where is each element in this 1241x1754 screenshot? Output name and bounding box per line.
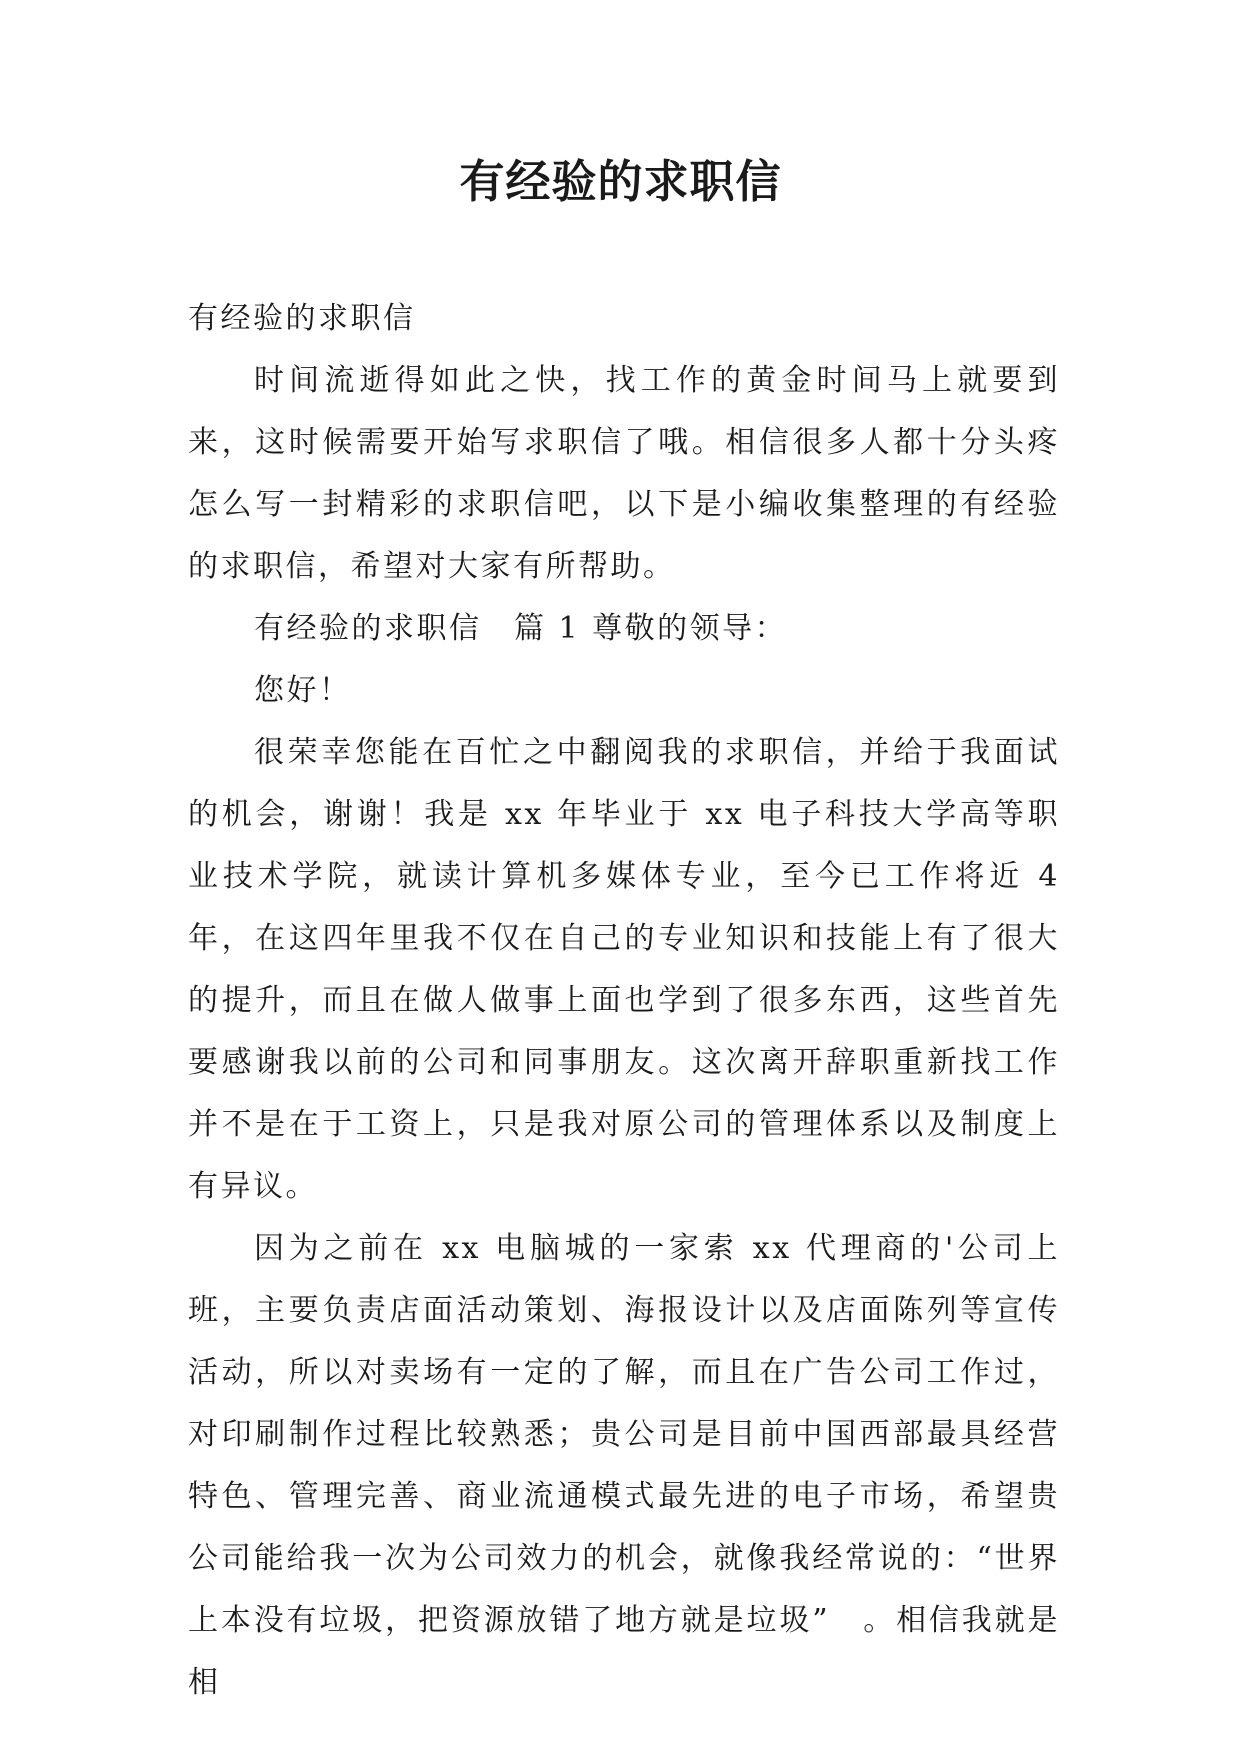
greeting: 您好！ — [254, 673, 352, 708]
intro-paragraph: 时间流逝得如此之快，找工作的黄金时间马上就要到来，这时候需要开始写求职信了哦。相信很多人都十分头疼怎么写一封精彩的求职信吧，以下是小编收集整理的有经验的求职信，希望对大家有所帮助。 — [188, 363, 1060, 584]
body-paragraph-2: 因为之前在 xx 电脑城的一家索 xx 代理商的'公司上班，主要负责店面活动策划、海报设计以及店面陈列等宣传活动，所以对卖场有一定的了解，而且在广告公司工作过，对印刷制作过程比较熟悉；贵公司是目前中国西部最具经营特色、管理完善、商业流通模式最先进的电子市场，希望贵公司能给我一次为公司效力的机会，就像我经常说的：“世界上本没有垃圾，把资源放错了地方就是垃圾” 。相信我就是相 — [188, 1231, 1060, 1700]
letter-heading: 有经验的求职信 篇 1 尊敬的领导： — [254, 611, 788, 646]
document-title: 有经验的求职信 — [459, 155, 782, 208]
body-paragraph-1: 很荣幸您能在百忙之中翻阅我的求职信，并给于我面试的机会，谢谢！我是 xx 年毕业于 xx 电子科技大学高等职业技术学院，就读计算机多媒体专业，至今已工作将近 4 年，在这四年里我不仅在自己的专业知识和技能上有了很大的提升，而且在做人做事上面也学到了很多东西，这些首先要感谢我以前的公司和同事朋友。这次离开辞职重新找工作并不是在于工资上，只是我对原公司的管理体系以及制度上有异议。 — [188, 735, 1060, 1204]
subtitle-line: 有经验的求职信 — [188, 301, 416, 336]
document-body — [188, 288, 1060, 1714]
